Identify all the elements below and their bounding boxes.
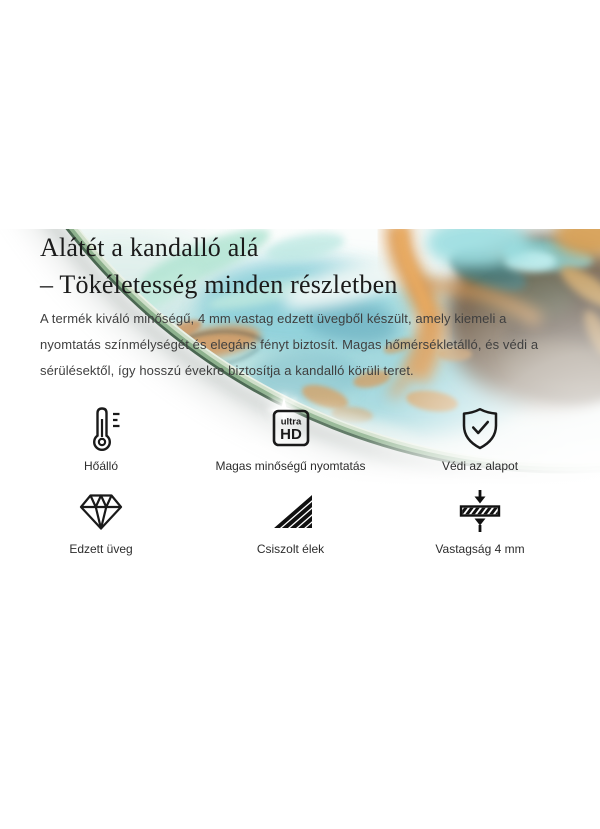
- product-description: A termék kiváló minőségű, 4 mm vastag edzett üvegből készült, amely kiemeli a nyomtatás színmélységét és elegáns fényt biztosít. Magas hőmérsékletálló, és védi a sérülésektől, így hosszú évekre biztosítja a kandalló körüli teret.: [40, 311, 539, 378]
- feature-heat-resistant: [16, 405, 186, 473]
- feature-label: Magas minőségű nyomtatás: [215, 459, 366, 473]
- feature-thickness: [395, 488, 565, 556]
- title-line-2: – Tökéletesség minden részletben: [40, 270, 398, 299]
- page-title: [40, 229, 560, 303]
- ultra-hd-icon-text-bottom: HD: [279, 426, 302, 443]
- title-line-1: Alátét a kandalló alá: [40, 233, 259, 262]
- feature-label: Edzett üveg: [69, 542, 133, 556]
- feature-protects-base: [395, 405, 565, 473]
- features-row-2: [16, 488, 565, 556]
- features-row-1: [16, 405, 565, 473]
- polished-edges-icon: [268, 488, 314, 534]
- feature-polished-edges: [206, 488, 376, 556]
- ultra-hd-icon: [272, 405, 310, 451]
- feature-label: Csiszolt élek: [256, 542, 325, 556]
- ultra-hd-icon-text-top: ultra: [280, 416, 301, 428]
- feature-ultra-hd-print: [206, 405, 376, 473]
- feature-label: Vastagság 4 mm: [435, 542, 525, 556]
- product-info-section: [0, 229, 600, 556]
- shield-check-icon: [460, 405, 500, 451]
- feature-label: Hőálló: [83, 459, 119, 473]
- diamond-icon: [77, 488, 125, 534]
- thermometer-icon: [80, 405, 122, 451]
- feature-tempered-glass: [16, 488, 186, 556]
- features-grid: [16, 405, 565, 556]
- feature-label: Védi az alapot: [441, 459, 519, 473]
- thickness-icon: [458, 488, 502, 534]
